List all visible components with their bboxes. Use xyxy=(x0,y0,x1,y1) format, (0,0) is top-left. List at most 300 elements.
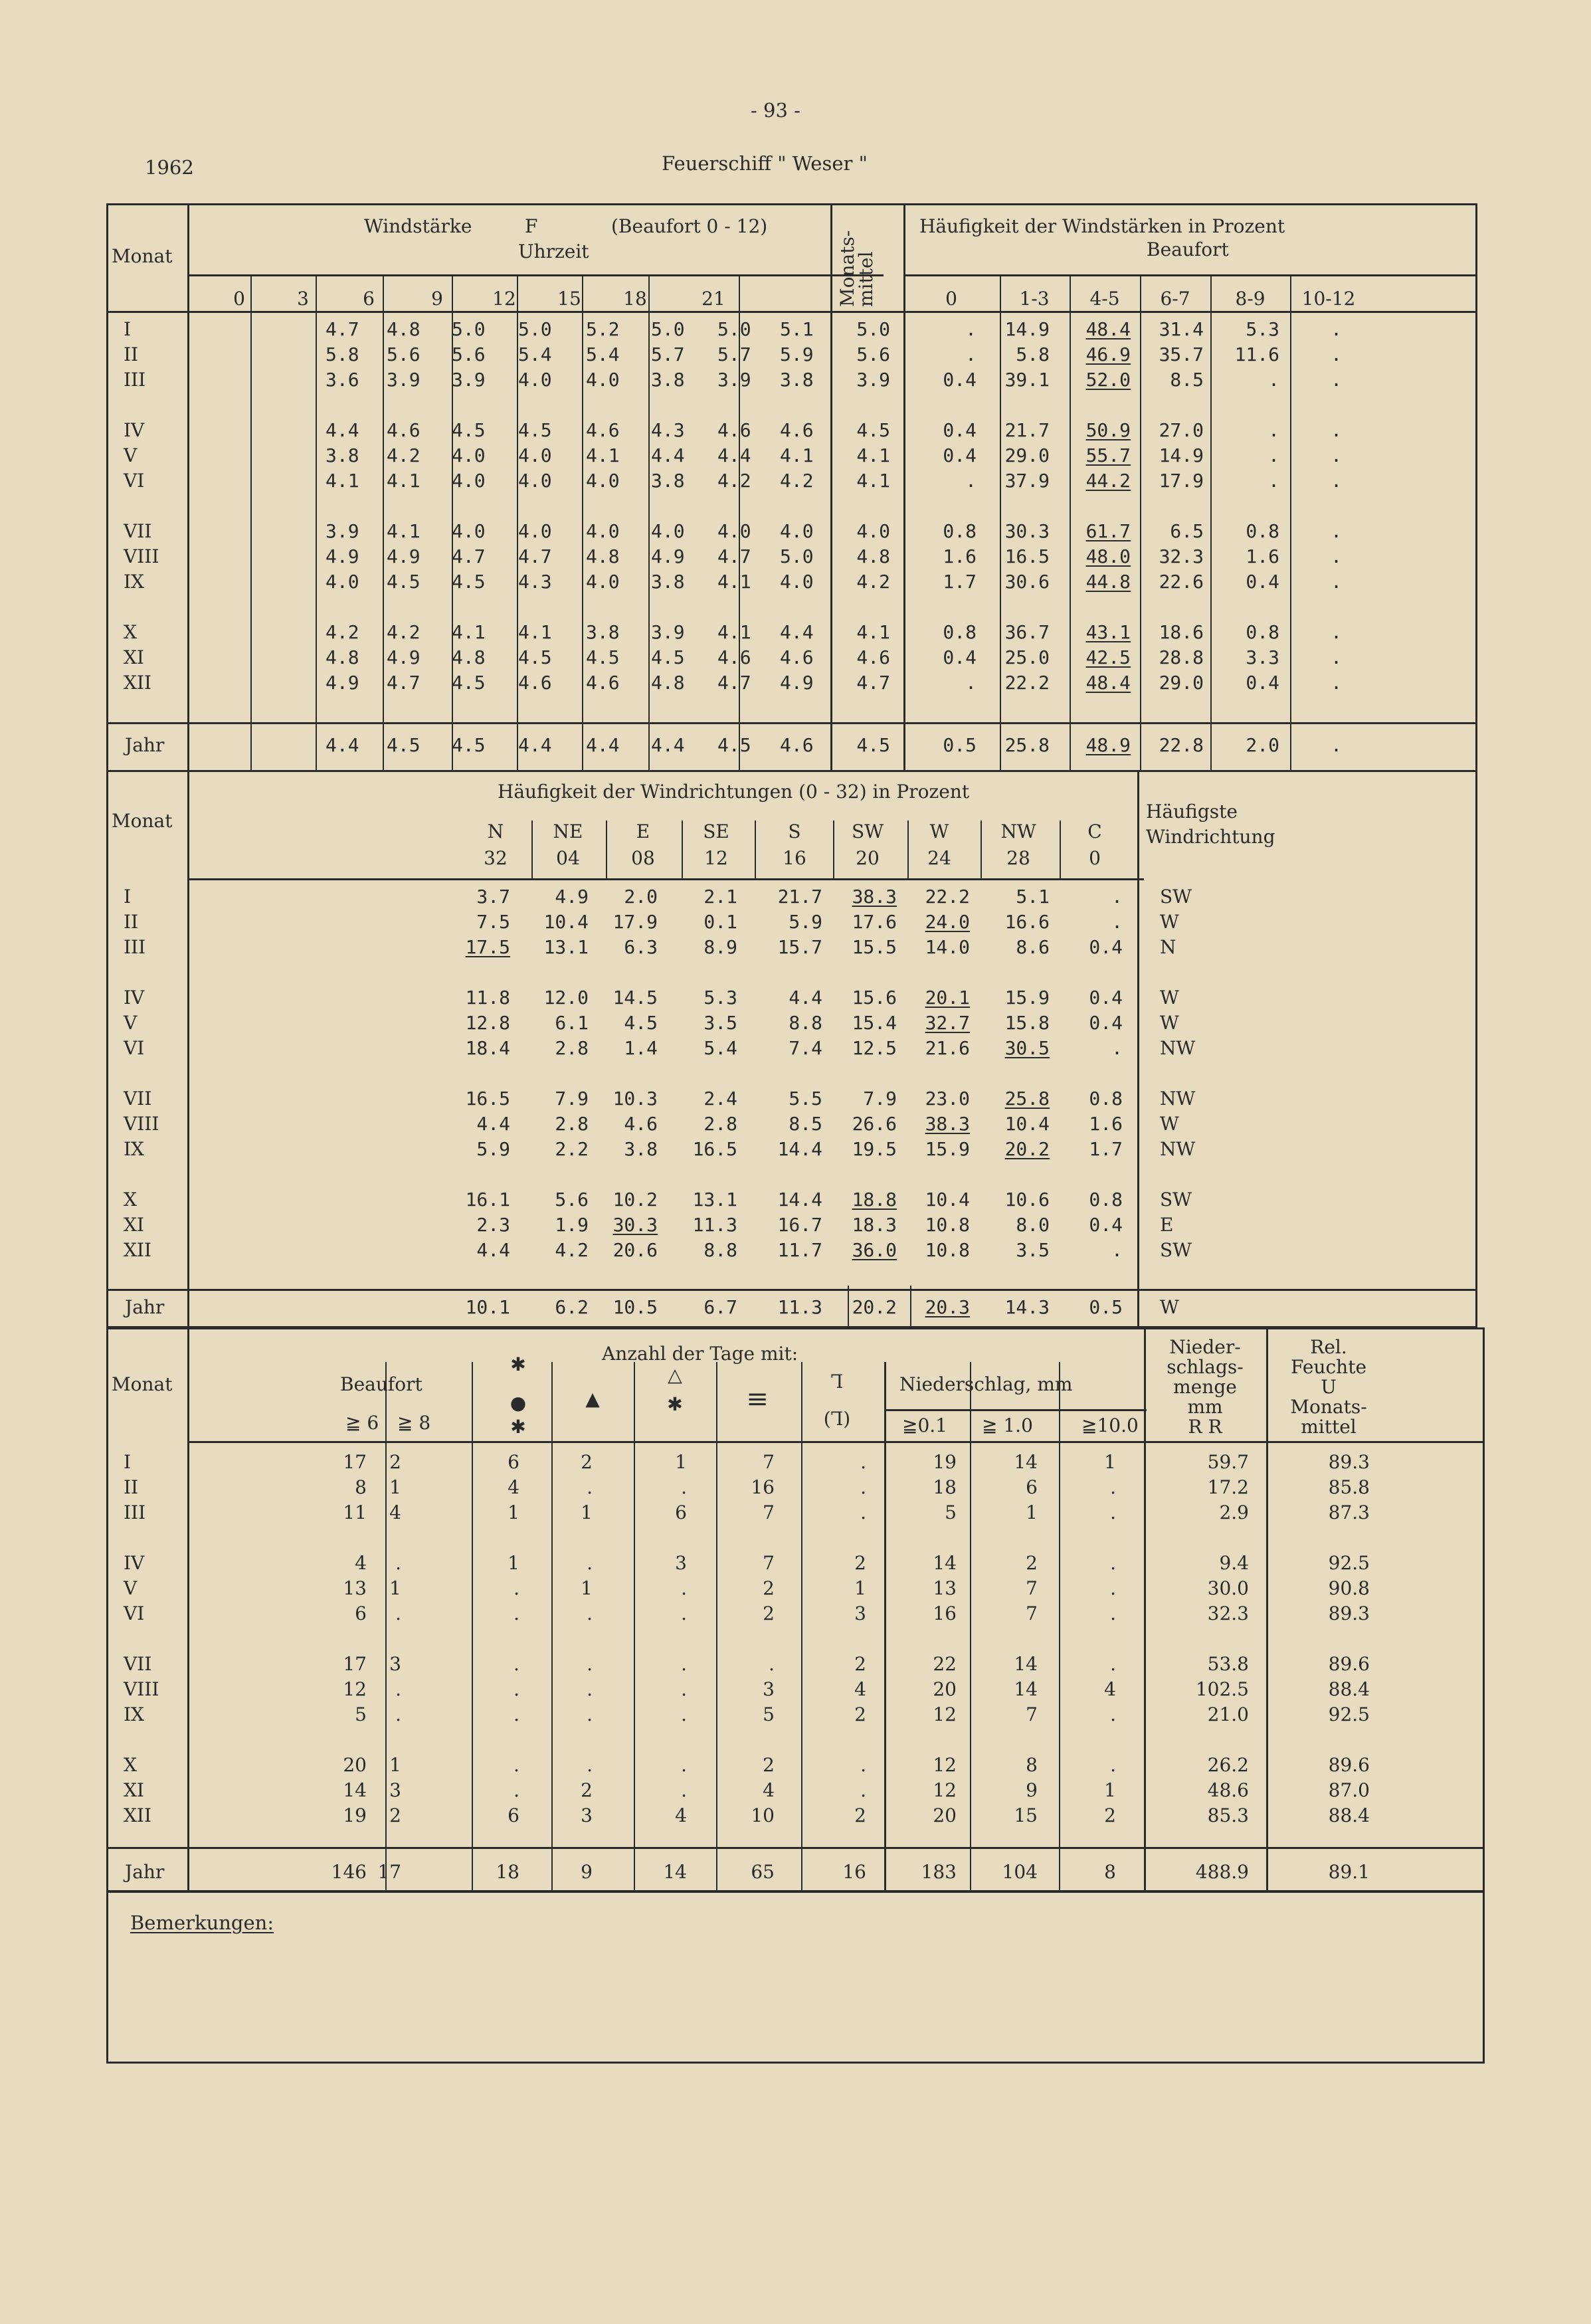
day-count: 7 xyxy=(1026,1602,1038,1624)
wind-value: 4.8 xyxy=(387,318,421,340)
day-count: 7 xyxy=(1026,1577,1038,1599)
day-count: . xyxy=(1110,1476,1116,1498)
day-count: . xyxy=(681,1703,687,1725)
day-count: 2 xyxy=(854,1552,866,1574)
wind-value: 3.8 xyxy=(586,621,620,643)
day-count: 5 xyxy=(355,1703,367,1725)
freq-value: 22.8 xyxy=(1159,734,1204,756)
thunder-icon: (Ꞁ) xyxy=(823,1408,851,1430)
monthly-mean: 4.5 xyxy=(856,734,890,756)
wind-value: 4.4 xyxy=(651,444,685,466)
wind-value: 4.1 xyxy=(387,520,421,542)
feuchte-header: Monats- xyxy=(1290,1396,1367,1418)
freq-value: 0.4 xyxy=(943,369,977,391)
direction-value: 3.5 xyxy=(1016,1239,1050,1261)
direction-degrees: 0 xyxy=(1089,847,1101,869)
day-count: 1 xyxy=(1104,1451,1116,1473)
wind-value: 5.4 xyxy=(586,343,620,365)
wind-value: 3.8 xyxy=(326,444,359,466)
wind-value: 4.0 xyxy=(518,470,552,492)
month-label: VI xyxy=(124,1037,145,1059)
direction-value: 8.9 xyxy=(703,936,737,958)
day-count: 14 xyxy=(1014,1653,1038,1675)
feuchte-header: U xyxy=(1321,1376,1337,1398)
direction-value: 0.4 xyxy=(1089,1012,1123,1034)
day-count: 20 xyxy=(933,1804,957,1826)
month-label: XII xyxy=(124,1804,152,1826)
freq-value: 48.4 xyxy=(1085,318,1131,340)
direction-value: 15.8 xyxy=(1004,1012,1050,1034)
month-label: I xyxy=(124,1451,132,1473)
freq-value: 29.0 xyxy=(1159,672,1204,694)
day-count: . xyxy=(514,1653,519,1675)
direction-value: 0.8 xyxy=(1089,1088,1123,1110)
freq-col-header: 8-9 xyxy=(1235,288,1265,310)
menge-header: Nieder- xyxy=(1169,1336,1241,1358)
ge8-header: ≧ 8 xyxy=(397,1412,431,1434)
freq-value: 0.4 xyxy=(1246,571,1279,593)
month-label: XII xyxy=(124,672,152,694)
direction-header: NW xyxy=(1000,821,1036,842)
day-count: . xyxy=(514,1602,519,1624)
wind-value: 5.0 xyxy=(717,318,751,340)
day-count: 30.0 xyxy=(1207,1577,1249,1599)
freq-value: . xyxy=(1331,470,1342,492)
wind-value: 4.9 xyxy=(387,646,421,668)
direction-value: 20.2 xyxy=(1004,1138,1050,1160)
day-count: 6 xyxy=(508,1451,519,1473)
day-count: 87.3 xyxy=(1328,1501,1370,1523)
month-label: V xyxy=(124,444,138,466)
day-count: 4 xyxy=(854,1678,866,1700)
day-count: 2 xyxy=(389,1804,401,1826)
day-count: 2 xyxy=(854,1804,866,1826)
direction-value: 4.2 xyxy=(555,1239,589,1261)
month-label: I xyxy=(124,886,132,908)
uhrzeit-label: Uhrzeit xyxy=(518,241,589,262)
day-count: . xyxy=(395,1602,401,1624)
day-count: . xyxy=(681,1779,687,1801)
wind-value: 4.6 xyxy=(717,419,751,441)
freq-value: 48.4 xyxy=(1085,672,1131,694)
wind-value: 4.0 xyxy=(452,520,486,542)
remarks-label: Bemerkungen: xyxy=(130,1911,274,1934)
monat-header: Monat xyxy=(112,810,173,832)
direction-value: 12.8 xyxy=(465,1012,510,1034)
month-label: II xyxy=(124,1476,139,1498)
prevailing-direction: W xyxy=(1160,1113,1179,1135)
hour-header: 3 xyxy=(297,288,309,310)
direction-value: 11.3 xyxy=(777,1296,822,1318)
direction-value: 12.5 xyxy=(852,1037,897,1059)
day-count: 1 xyxy=(389,1577,401,1599)
month-label: I xyxy=(124,318,132,340)
day-count: . xyxy=(1110,1501,1116,1523)
freq-col-header: 4-5 xyxy=(1089,288,1120,310)
wind-value: 4.6 xyxy=(780,734,814,756)
freq-value: . xyxy=(1331,369,1342,391)
direction-header: SW xyxy=(852,821,884,842)
wind-value: 4.1 xyxy=(326,470,359,492)
thunder-icon: Ꞁ xyxy=(830,1371,844,1393)
day-count: 89.6 xyxy=(1328,1754,1370,1776)
month-label: II xyxy=(124,911,139,933)
direction-value: 7.4 xyxy=(789,1037,822,1059)
day-count: 2 xyxy=(854,1703,866,1725)
freq-value: . xyxy=(1331,343,1342,365)
day-count: 89.3 xyxy=(1328,1451,1370,1473)
wind-value: 4.5 xyxy=(452,571,486,593)
prevailing-direction: NW xyxy=(1160,1037,1196,1059)
direction-value: 4.4 xyxy=(789,987,822,1009)
direction-value: 18.8 xyxy=(852,1189,897,1210)
direction-value: 1.6 xyxy=(1089,1113,1123,1135)
day-count: . xyxy=(587,1754,593,1776)
hour-header: 0 xyxy=(233,288,245,310)
wind-value: 4.8 xyxy=(326,646,359,668)
sleet-icon: ✱ xyxy=(510,1416,526,1438)
day-count: 22 xyxy=(933,1653,957,1675)
day-count: 53.8 xyxy=(1207,1653,1249,1675)
day-count: 17 xyxy=(343,1653,367,1675)
month-label: VI xyxy=(124,1602,145,1624)
day-count: . xyxy=(1110,1703,1116,1725)
wind-value: 4.7 xyxy=(717,672,751,694)
freq-value: 0.8 xyxy=(943,621,977,643)
direction-value: 0.4 xyxy=(1089,1214,1123,1236)
freq-value: 1.7 xyxy=(943,571,977,593)
wind-value: 4.0 xyxy=(452,470,486,492)
freq-value: 55.7 xyxy=(1085,444,1131,466)
month-label: VIII xyxy=(124,545,159,567)
day-count: . xyxy=(860,1779,866,1801)
direction-value: 5.6 xyxy=(555,1189,589,1210)
wind-value: 4.5 xyxy=(586,646,620,668)
wind-value: 4.5 xyxy=(387,734,421,756)
day-count: 14 xyxy=(343,1779,367,1801)
direction-value: 0.5 xyxy=(1089,1296,1123,1318)
day-count: . xyxy=(514,1703,519,1725)
direction-value: 15.4 xyxy=(852,1012,897,1034)
prevailing-direction: W xyxy=(1160,1296,1179,1318)
direction-value: 5.1 xyxy=(1016,886,1050,908)
day-count: 87.0 xyxy=(1328,1779,1370,1801)
freq-value: 36.7 xyxy=(1004,621,1050,643)
day-count: 14 xyxy=(1014,1451,1038,1473)
direction-value: 13.1 xyxy=(543,936,589,958)
freq-value: 28.8 xyxy=(1159,646,1204,668)
freq-value: 0.8 xyxy=(1246,621,1279,643)
direction-value: 7.9 xyxy=(863,1088,897,1110)
direction-value: 17.6 xyxy=(852,911,897,933)
direction-value: 11.8 xyxy=(465,987,510,1009)
wind-value: 4.5 xyxy=(518,419,552,441)
freq-value: 5.8 xyxy=(1016,343,1050,365)
month-label: VII xyxy=(124,1088,152,1110)
wind-value: 4.3 xyxy=(518,571,552,593)
day-count: 20 xyxy=(343,1754,367,1776)
wind-value: 4.7 xyxy=(387,672,421,694)
wind-value: 4.4 xyxy=(717,444,751,466)
hail-icon: ▲ xyxy=(585,1388,600,1410)
wind-value: 4.0 xyxy=(780,571,814,593)
direction-value: 13.1 xyxy=(692,1189,737,1210)
wind-value: 4.1 xyxy=(518,621,552,643)
wind-value: 4.2 xyxy=(326,621,359,643)
feuchte-header: Feuchte xyxy=(1290,1356,1367,1378)
freq-value: 16.5 xyxy=(1004,545,1050,567)
freq-value: . xyxy=(1331,672,1342,694)
month-label: XI xyxy=(124,646,144,668)
day-count: 6 xyxy=(508,1804,519,1826)
day-count: 488.9 xyxy=(1195,1861,1249,1883)
freq-value: 0.5 xyxy=(943,734,977,756)
direction-degrees: 04 xyxy=(556,847,580,869)
month-label: III xyxy=(124,936,146,958)
freq-value: 30.3 xyxy=(1004,520,1050,542)
freq-value: 22.6 xyxy=(1159,571,1204,593)
wind-value: 4.5 xyxy=(452,419,486,441)
wind-value: 4.0 xyxy=(518,520,552,542)
freq-value: 18.6 xyxy=(1159,621,1204,643)
freq-value: 6.5 xyxy=(1170,520,1204,542)
direction-value: 2.8 xyxy=(555,1113,589,1135)
wind-value: 4.9 xyxy=(651,545,685,567)
direction-value: 5.4 xyxy=(703,1037,737,1059)
freq-value: 32.3 xyxy=(1159,545,1204,567)
wind-value: 4.0 xyxy=(452,444,486,466)
day-count: 9 xyxy=(1026,1779,1038,1801)
direction-value: 19.5 xyxy=(852,1138,897,1160)
month-label: II xyxy=(124,343,139,365)
day-count: 19 xyxy=(933,1451,957,1473)
day-count: . xyxy=(587,1653,593,1675)
direction-value: 8.5 xyxy=(789,1113,822,1135)
haeufigste-header: Häufigste xyxy=(1146,801,1238,823)
wind-value: 5.0 xyxy=(651,318,685,340)
month-label: V xyxy=(124,1012,138,1034)
direction-value: 25.8 xyxy=(1004,1088,1050,1110)
direction-value: 20.6 xyxy=(612,1239,658,1261)
day-count: 14 xyxy=(663,1861,687,1883)
freq-value: 14.9 xyxy=(1004,318,1050,340)
day-count: 17 xyxy=(343,1451,367,1473)
anzahl-header: Anzahl der Tage mit: xyxy=(602,1343,798,1365)
wind-value: 4.6 xyxy=(518,672,552,694)
freq-value: 0.4 xyxy=(943,444,977,466)
prevailing-direction: W xyxy=(1160,911,1179,933)
wind-value: 3.6 xyxy=(326,369,359,391)
direction-header: W xyxy=(929,821,949,842)
direction-value: 22.2 xyxy=(925,886,970,908)
freq-value: . xyxy=(1268,470,1279,492)
direction-value: 20.3 xyxy=(925,1296,970,1318)
freq-value: 31.4 xyxy=(1159,318,1204,340)
day-count: 2 xyxy=(1026,1552,1038,1574)
day-count: 19 xyxy=(343,1804,367,1826)
direction-value: 6.3 xyxy=(624,936,658,958)
freq-title: Häufigkeit der Windstärken in Prozent xyxy=(919,215,1285,237)
day-count: 6 xyxy=(1026,1476,1038,1498)
month-label: X xyxy=(124,621,137,643)
freq-col-header: 6-7 xyxy=(1160,288,1190,310)
page-number: - 93 - xyxy=(751,99,800,122)
day-count: . xyxy=(514,1678,519,1700)
wind-value: 3.9 xyxy=(452,369,486,391)
day-count: . xyxy=(1110,1653,1116,1675)
year-row-label: Jahr xyxy=(125,1296,165,1318)
wind-value: 5.0 xyxy=(518,318,552,340)
day-count: 3 xyxy=(389,1653,401,1675)
direction-header: S xyxy=(788,821,801,842)
direction-value: 8.8 xyxy=(703,1239,737,1261)
day-count: 3 xyxy=(854,1602,866,1624)
monthly-mean: 4.5 xyxy=(856,419,890,441)
day-count: 17 xyxy=(377,1861,401,1883)
monthly-mean: 4.7 xyxy=(856,672,890,694)
hour-header: 15 xyxy=(557,288,581,310)
freq-value: . xyxy=(1331,318,1342,340)
direction-value: 0.4 xyxy=(1089,936,1123,958)
day-count: 104 xyxy=(1002,1861,1038,1883)
day-count: 1 xyxy=(389,1754,401,1776)
year-row-label: Jahr xyxy=(125,1861,165,1883)
direction-value: 15.7 xyxy=(777,936,822,958)
freq-value: 27.0 xyxy=(1159,419,1204,441)
day-count: 18 xyxy=(933,1476,957,1498)
direction-value: . xyxy=(1111,1239,1123,1261)
day-count: 48.6 xyxy=(1207,1779,1249,1801)
freq-col-header: 10-12 xyxy=(1301,288,1356,310)
prevailing-direction: SW xyxy=(1160,1189,1192,1210)
freq-value: . xyxy=(1331,545,1342,567)
direction-value: 1.7 xyxy=(1089,1138,1123,1160)
direction-value: 0.1 xyxy=(703,911,737,933)
soft-hail-icon: ✱ xyxy=(667,1393,683,1415)
month-label: X xyxy=(124,1754,137,1776)
prevailing-direction: SW xyxy=(1160,1239,1192,1261)
direction-value: . xyxy=(1111,886,1123,908)
wind-value: 4.0 xyxy=(586,520,620,542)
day-count: 2 xyxy=(763,1754,775,1776)
day-count: 6 xyxy=(355,1602,367,1624)
direction-value: 5.5 xyxy=(789,1088,822,1110)
freq-value: 2.0 xyxy=(1246,734,1279,756)
direction-value: 3.8 xyxy=(624,1138,658,1160)
freq-value: 44.8 xyxy=(1085,571,1131,593)
freq-value: . xyxy=(1331,444,1342,466)
day-count: 2 xyxy=(763,1577,775,1599)
day-count: 5 xyxy=(763,1703,775,1725)
freq-value: 48.0 xyxy=(1085,545,1131,567)
direction-value: 15.5 xyxy=(852,936,897,958)
direction-value: 2.0 xyxy=(624,886,658,908)
day-count: 12 xyxy=(933,1779,957,1801)
wind-value: 5.0 xyxy=(452,318,486,340)
wind-value: 5.4 xyxy=(518,343,552,365)
wind-value: 3.8 xyxy=(780,369,814,391)
wind-value: 4.0 xyxy=(586,571,620,593)
freq-col-header: 0 xyxy=(945,288,957,310)
direction-degrees: 08 xyxy=(631,847,655,869)
freq-value: . xyxy=(1331,621,1342,643)
freq-value: . xyxy=(1331,571,1342,593)
day-count: 3 xyxy=(389,1779,401,1801)
day-count: . xyxy=(860,1476,866,1498)
fog-icon: ≡ xyxy=(746,1384,769,1414)
day-count: 16 xyxy=(933,1602,957,1624)
direction-value: 5.3 xyxy=(703,987,737,1009)
freq-value: . xyxy=(965,318,977,340)
day-count: 2 xyxy=(854,1653,866,1675)
direction-value: 38.3 xyxy=(925,1113,970,1135)
direction-value: 5.9 xyxy=(789,911,822,933)
wind-value: 4.8 xyxy=(452,646,486,668)
freq-value: 39.1 xyxy=(1004,369,1050,391)
wind-value: 4.0 xyxy=(518,369,552,391)
direction-value: 7.9 xyxy=(555,1088,589,1110)
day-count: 10 xyxy=(751,1804,775,1826)
monat-header: Monat xyxy=(112,1373,173,1395)
ge01-header: ≧0.1 xyxy=(902,1414,947,1436)
freq-value: . xyxy=(1331,646,1342,668)
ge10-header: ≧ 1.0 xyxy=(982,1414,1033,1436)
direction-value: 0.4 xyxy=(1089,987,1123,1009)
wind-value: 4.2 xyxy=(717,470,751,492)
prevailing-direction: NW xyxy=(1160,1138,1196,1160)
direction-value: 21.7 xyxy=(777,886,822,908)
monthly-mean: 3.9 xyxy=(856,369,890,391)
day-count: 146 xyxy=(331,1861,367,1883)
month-label: X xyxy=(124,1189,137,1210)
wind-value: 3.9 xyxy=(326,520,359,542)
wind-value: 4.0 xyxy=(586,369,620,391)
wind-value: 4.0 xyxy=(651,520,685,542)
day-count: 1 xyxy=(389,1476,401,1498)
direction-value: 10.8 xyxy=(925,1239,970,1261)
menge-header: R R xyxy=(1188,1416,1222,1438)
prevailing-direction: N xyxy=(1160,936,1176,958)
day-count: 14 xyxy=(933,1552,957,1574)
direction-value: 15.9 xyxy=(925,1138,970,1160)
direction-value: 24.0 xyxy=(925,911,970,933)
direction-value: 7.5 xyxy=(476,911,510,933)
hour-header: 9 xyxy=(431,288,443,310)
direction-value: 6.1 xyxy=(555,1012,589,1034)
day-count: 2 xyxy=(581,1779,593,1801)
direction-value: 10.2 xyxy=(612,1189,658,1210)
freq-value: 0.8 xyxy=(1246,520,1279,542)
month-label: V xyxy=(124,1577,138,1599)
menge-header: mm xyxy=(1187,1396,1223,1418)
days-table xyxy=(106,1327,1485,1892)
wind-value: 5.9 xyxy=(780,343,814,365)
day-count: 15 xyxy=(1014,1804,1038,1826)
month-label: VI xyxy=(124,470,145,492)
wind-value: 4.1 xyxy=(717,621,751,643)
day-count: 2 xyxy=(581,1451,593,1473)
wind-value: 4.4 xyxy=(518,734,552,756)
wind-value: 4.6 xyxy=(586,672,620,694)
day-count: 14 xyxy=(1014,1678,1038,1700)
day-count: 9 xyxy=(581,1861,593,1883)
windstaerke-f: F xyxy=(525,215,538,237)
freq-value: 46.9 xyxy=(1085,343,1131,365)
day-count: 12 xyxy=(933,1754,957,1776)
direction-value: 20.2 xyxy=(852,1296,897,1318)
day-count: 59.7 xyxy=(1207,1451,1249,1473)
freq-value: 35.7 xyxy=(1159,343,1204,365)
